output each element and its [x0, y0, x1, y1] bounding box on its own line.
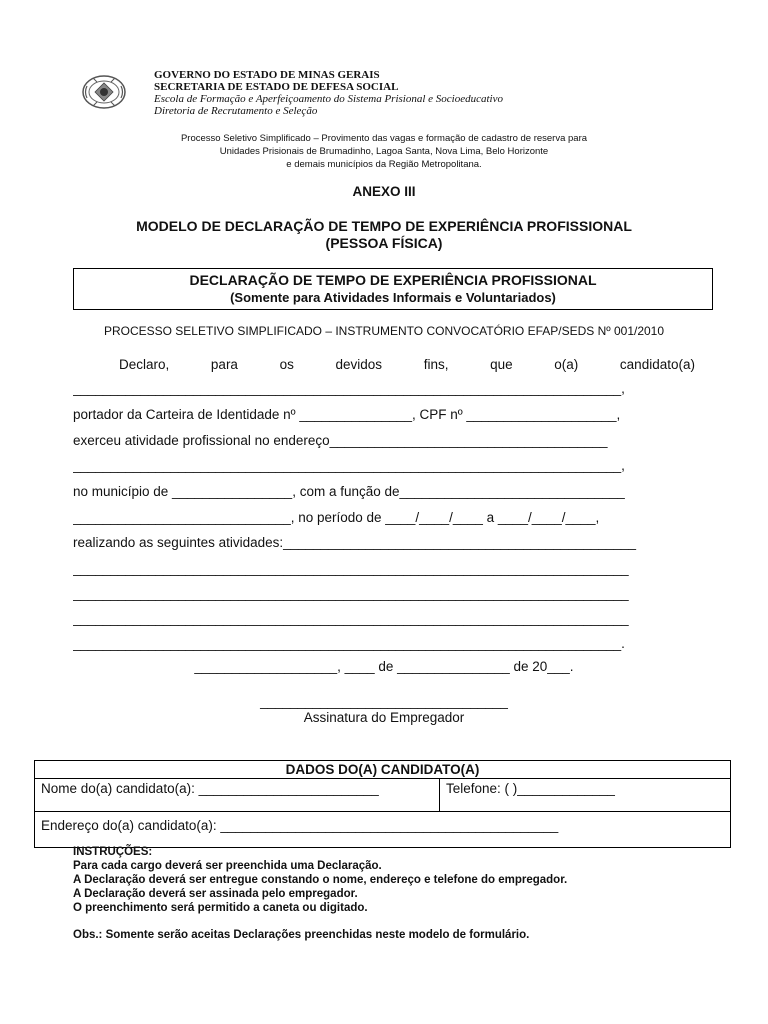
instructions-obs: Obs.: Somente serão aceitas Declarações preenchidas neste modelo de formulário.: [73, 929, 530, 941]
declaration-title: DECLARAÇÃO DE TEMPO DE EXPERIÊNCIA PROFISSIONAL: [189, 272, 597, 288]
body-line-1: [73, 357, 695, 372]
declaration-title-box: [73, 268, 713, 310]
declaration-subtitle: (Somente para Atividades Informais e Voluntariados): [230, 290, 556, 305]
instruction-item: O preenchimento será permitido a caneta ou digitado.: [73, 902, 368, 914]
instruction-item: A Declaração deverá ser entregue constando o nome, endereço e telefone do empregador.: [73, 874, 568, 886]
instructions-title: INSTRUÇÕES:: [73, 846, 153, 858]
candidate-data-table: [34, 760, 731, 848]
instrument-reference: PROCESSO SELETIVO SIMPLIFICADO – INSTRUMENTO CONVOCATÓRIO EFAP/SEDS Nº 001/2010: [103, 324, 665, 338]
candidate-name-blank[interactable]: _________________________________________________________________________,: [73, 381, 625, 396]
body-word-declaro: Declaro,: [119, 357, 170, 372]
body-word-os: os: [279, 357, 294, 372]
state-seal-icon: [81, 74, 127, 110]
header-government: GOVERNO DO ESTADO DE MINAS GERAIS: [154, 69, 380, 81]
annex-title: ANEXO III: [352, 184, 416, 199]
activities-blank-4[interactable]: _________________________________________________________________________.: [73, 636, 625, 651]
model-title: [0, 218, 768, 252]
address-line[interactable]: exerceu atividade profissional no endereço_____________________________________: [73, 433, 608, 448]
process-line-3: e demais municípios da Região Metropolitana.: [286, 159, 482, 170]
signature-line[interactable]: _________________________________: [260, 694, 508, 709]
header-directorate: Diretoria de Recrutamento e Seleção: [154, 105, 318, 117]
activities-blank-2[interactable]: __________________________________________________________________________: [73, 586, 629, 601]
activities-line[interactable]: realizando as seguintes atividades:_______________________________________________: [73, 535, 637, 550]
instruction-item: Para cada cargo deverá ser preenchida uma Declaração.: [73, 860, 382, 872]
model-title-line-1: MODELO DE DECLARAÇÃO DE TEMPO DE EXPERIÊNCIA PROFISSIONAL: [136, 218, 632, 234]
header-school: Escola de Formação e Aperfeiçoamento do Sistema Prisional e Socioeducativo: [154, 93, 503, 105]
institution-header: [154, 69, 503, 117]
municipality-function-line[interactable]: no município de ________________, com a função de______________________________: [73, 484, 625, 499]
signature-label: Assinatura do Empregador: [303, 710, 465, 725]
date-line[interactable]: ___________________, ____ de _______________ de 20___.: [194, 659, 574, 674]
candidate-address-field[interactable]: Endereço do(a) candidato(a): _____________________________________________: [41, 818, 559, 833]
candidate-table-row-1: [35, 779, 730, 812]
identity-cpf-line[interactable]: portador da Carteira de Identidade nº _______________, CPF nº ____________________,: [73, 407, 621, 422]
period-line[interactable]: _____________________________, no período de ____/____/____ a ____/____/____,: [73, 510, 600, 525]
process-line-1: Processo Seletivo Simplificado – Provimento das vagas e formação de cadastro de reserva para: [180, 133, 588, 144]
body-word-que: que: [490, 357, 513, 372]
activities-blank-1[interactable]: __________________________________________________________________________: [73, 561, 629, 576]
instructions-block: [73, 845, 567, 942]
body-word-candidato: candidato(a): [619, 357, 695, 372]
address-continuation-blank[interactable]: _________________________________________________________________________,: [73, 458, 625, 473]
activities-blank-3[interactable]: __________________________________________________________________________: [73, 611, 629, 626]
candidate-table-title: DADOS DO(A) CANDIDATO(A): [35, 761, 730, 779]
candidate-phone-field[interactable]: Telefone: ( )_____________: [446, 781, 615, 796]
header-secretariat: SECRETARIA DE ESTADO DE DEFESA SOCIAL: [154, 81, 399, 93]
body-word-devidos: devidos: [335, 357, 383, 372]
candidate-name-field[interactable]: Nome do(a) candidato(a): ________________________: [35, 779, 440, 811]
instruction-item: A Declaração deverá ser assinada pelo empregador.: [73, 888, 358, 900]
body-word-oa: o(a): [554, 357, 579, 372]
body-word-fins: fins,: [423, 357, 449, 372]
process-line-2: Unidades Prisionais de Brumadinho, Lagoa Santa, Nova Lima, Belo Horizonte: [219, 146, 549, 157]
candidate-table-row-2: [35, 812, 730, 846]
process-description: [0, 132, 768, 171]
body-word-para: para: [210, 357, 238, 372]
model-title-line-2: (PESSOA FÍSICA): [325, 235, 443, 251]
